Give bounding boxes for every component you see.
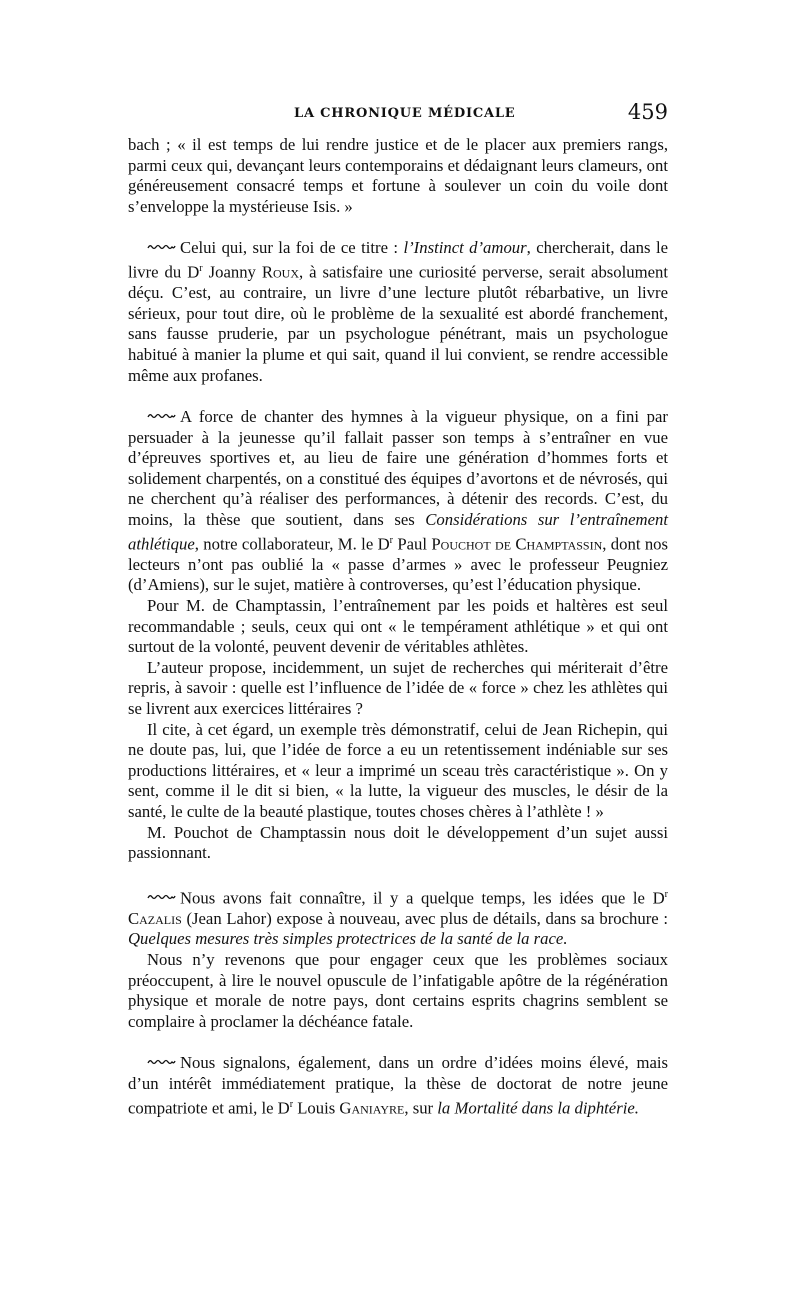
paragraph [128,885,668,950]
text-run: Celui qui, sur la foi de ce titre : [180,238,404,258]
text-run: r [289,1098,294,1110]
text-run: bach ; « il est temps de lui rendre justice et de le placer aux premiers rangs, parmi ceux qui, devançant leurs contemporains et dédaignant leurs clameurs, ont généreusement consacré temps et fortune à soulever un coin du voile dont s’enveloppe la mystérieuse Isis. » [128,135,668,216]
text-run: r [199,262,203,274]
italic-title: la Mortalité dans la diphtérie. [437,1098,639,1118]
text-run: Nous n’y revenons que pour engager ceux que les problèmes sociaux préoccupent, à lire le nouvel opuscule de l’infatigable apôtre de la régénération physique et morale de notre pays, dont certains esprits chagrins semblent se complaire à proclamer la déchéance fatale. [128,950,668,1031]
text-run: r [389,534,393,546]
author-name: Cazalis [128,908,182,928]
article-body [128,135,668,1119]
author-name: Pouchot de Champtassin [431,534,603,554]
page-header [128,100,668,130]
paragraph [128,135,668,217]
author-name: Ganiayre [339,1098,405,1118]
text-run: Pour M. de Champtassin, l’entraînement par les poids et haltères est seul recommandable ; seuls, ceux qui ont « le tempérament athlétique » et qui ont surtout de la volonté, peuvent devenir de véritables athlètes. [128,596,668,657]
tilde-wave-ornament [147,893,176,901]
running-title: LA CHRONIQUE MÉDICALE [294,106,516,121]
paragraph [128,407,668,596]
italic-title: Considérations sur l’entraînement athlétique [128,510,668,554]
author-name: Roux [261,262,299,282]
text-run: Nous avons fait connaître, il y a quelque temps, les idées que le D [180,888,665,908]
text-run: Il cite, à cet égard, un exemple très démonstratif, celui de Jean Richepin, qui ne doute pas, lui, que l’idée de force a eu un retentissement indéniable sur ses productions littéraires, et « leur a imprimé un sceau très caractéristique ». On y sent, comme il le dit si bien, « la lutte, la vigueur des muscles, le désir de la santé, le culte de la beauté plastique, toutes choses chères à l’athlète ! » [128,719,668,821]
paragraph [128,720,668,823]
text-run: Paul [392,534,432,554]
text-run: , dont nos lecteurs n’ont pas oublié la « passe d’armes » avec le professeur Peugniez (d’Amiens), sur le sujet, matière à controverses, qu’est l’éducation physique. [128,534,668,595]
text-run: , chercherait, dans le livre du D [128,238,668,282]
italic-title: Quelques mesures très simples protectrices de la santé de la race. [128,929,568,949]
paragraph [128,596,668,658]
paragraph [128,658,668,720]
text-run: A force de chanter des hymnes à la vigueur physique, on a fini par persuader à la jeunesse qu’il fallait passer son temps à s’entraîner en vue d’épreuves sportives et, au lieu de faire une génération d’hommes forts et solidement charpentés, on a constitué des équipes d’avortons et de névrosés, qui ne cherchent qu’à réaliser des performances, à détenir des records. C’est, du moins, la thèse que soutient, dans ses [128,407,668,530]
paragraph [128,238,668,386]
text-run: , sur [404,1098,438,1118]
page-number: 459 [627,100,668,124]
text-run: Nous signalons, également, dans un ordre d’idées moins élevé, mais d’un intérêt immédiatement pratique, la thèse de doctorat de notre jeune compatriote et ami, le D [128,1053,668,1118]
text-run: Louis [293,1098,340,1118]
text-run: Joanny [202,262,262,282]
text-run: L’auteur propose, incidemment, un sujet de recherches qui mériterait d’être repris, à savoir : quelle est l’influence de l’idée de « force » chez les athlètes qui se livrent aux exercices littéraires ? [128,657,668,718]
tilde-wave-ornament [147,243,176,251]
text-run: (Jean Lahor) expose à nouveau, avec plus de détails, dans sa brochure : [181,908,668,928]
text-run: , à satisfaire une curiosité perverse, serait absolument déçu. C’est, au contraire, un livre d’une lecture plutôt rébarbative, un livre sérieux, pour tout dire, où le problème de la sexualité est abordé franchement, sans fausse pruderie, par un psychologue pénétrant, mais un psychologue habitué à manier la plume et qui sait, quand il lui convient, se rendre accessible même aux profanes. [128,262,668,385]
tilde-wave-ornament [147,412,176,420]
tilde-wave-ornament [147,1058,176,1066]
text-run: , notre collaborateur, M. le D [194,534,390,554]
text-run: M. Pouchot de Champtassin nous doit le développement d’un sujet aussi passionnant. [128,822,668,863]
text-run: r [664,888,668,900]
italic-title: l’Instinct d’amour [403,238,527,258]
paragraph [128,823,668,864]
paragraph [128,950,668,1032]
paragraph [128,1053,668,1118]
